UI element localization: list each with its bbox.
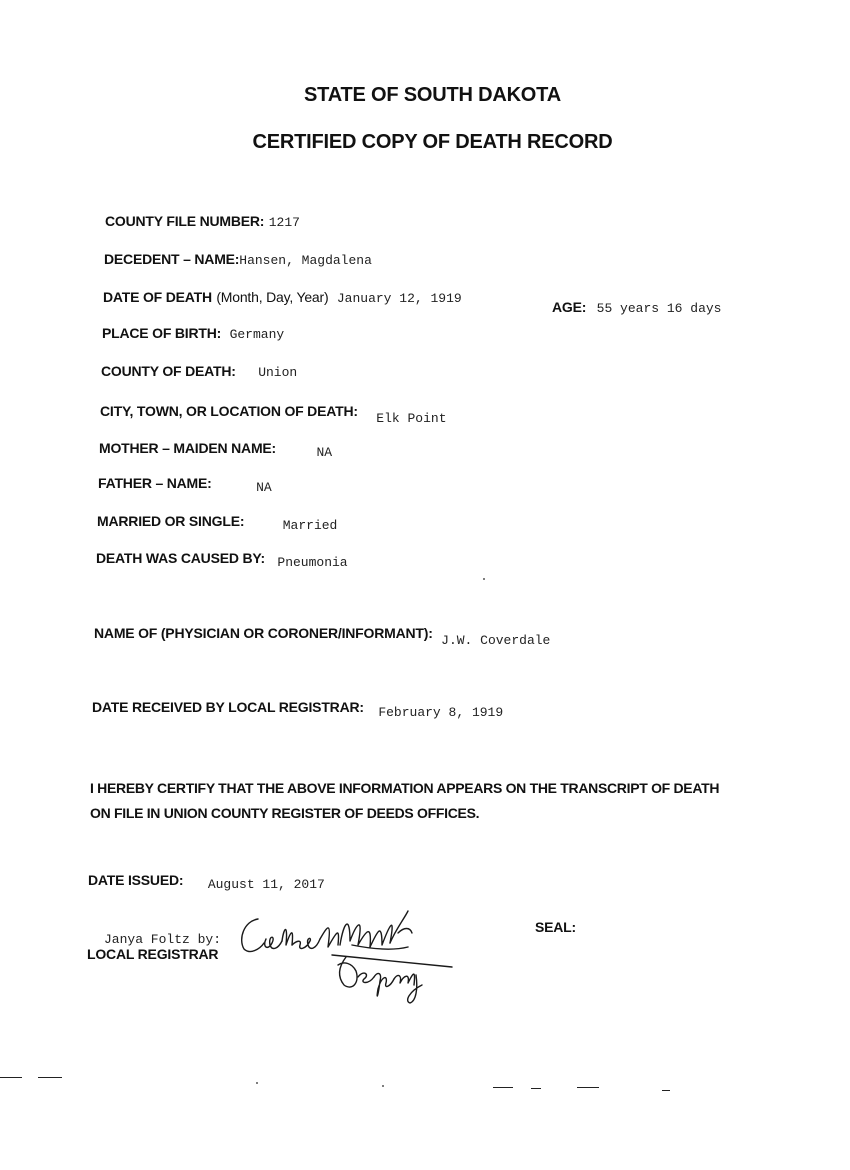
field-value: Hansen, Magdalena [239,253,372,268]
field-label: MOTHER – MAIDEN NAME: [99,440,277,456]
scan-speck [382,1085,384,1087]
field-value: Germany [229,327,285,342]
page-title-state: STATE OF SOUTH DAKOTA [304,84,561,106]
scan-mark [0,1077,22,1078]
field-father-name [98,475,272,493]
certification-line: ON FILE IN UNION COUNTY REGISTER OF DEEDS OFFICES. [90,805,480,821]
field-label: DATE RECEIVED BY LOCAL REGISTRAR: [92,699,364,715]
field-married-or-single [97,513,337,531]
field-mother-maiden-name [99,440,332,458]
field-label: FATHER – NAME: [98,475,212,491]
registrar-title: LOCAL REGISTRAR [87,946,219,962]
registrar-typed-name: Janya Foltz by: [104,932,222,947]
field-date-received [92,699,504,720]
field-age [552,299,721,317]
field-label: PLACE OF BIRTH: [102,325,222,341]
field-label: DATE OF DEATH [103,289,212,305]
page-title-record: CERTIFIED COPY OF DEATH RECORD [252,131,613,153]
registrar-signature [232,905,462,1005]
field-label: DATE ISSUED: [88,872,184,888]
field-label: DECEDENT – NAME: [104,251,240,267]
field-value: J.W. Coverdale [441,633,551,648]
field-value: Elk Point [376,411,447,426]
field-label: CITY, TOWN, OR LOCATION OF DEATH: [100,403,358,419]
field-value: Pneumonia [277,555,348,570]
field-label: NAME OF (PHYSICIAN OR CORONER/INFORMANT): [94,625,433,641]
field-label: COUNTY FILE NUMBER: [105,213,265,229]
field-decedent-name [104,251,372,269]
field-value: August 11, 2017 [207,877,325,892]
seal-label: SEAL: [535,919,577,935]
scan-mark [38,1077,62,1078]
scan-mark [493,1087,513,1088]
field-county-of-death [101,363,297,381]
field-value: Union [258,365,298,380]
field-label: DEATH WAS CAUSED BY: [96,550,265,566]
field-value: NA [316,445,333,460]
scan-mark [662,1090,670,1091]
field-place-of-birth [102,325,284,343]
field-cause-of-death [96,550,348,568]
scan-mark [531,1088,541,1089]
field-value: Married [282,518,338,533]
field-value: NA [256,480,272,495]
certification-statement [90,776,740,826]
field-value: 1217 [268,215,300,230]
certification-line: I HEREBY CERTIFY THAT THE ABOVE INFORMATION APPEARS ON THE TRANSCRIPT OF DEATH [90,780,720,796]
field-label: MARRIED OR SINGLE: [97,513,245,529]
scan-mark [577,1087,599,1088]
field-value: February 8, 1919 [378,705,504,720]
field-label: AGE: [552,299,587,315]
field-label: COUNTY OF DEATH: [101,363,236,379]
field-value: January 12, 1919 [336,291,462,306]
scan-speck [483,578,485,580]
field-city-of-death [100,403,447,426]
field-physician-informant [94,625,551,648]
field-county-file-number [105,213,300,231]
field-value: 55 years 16 days [596,301,722,316]
date-issued [88,872,325,890]
field-label-note: (Month, Day, Year) [216,289,329,305]
field-date-of-death [103,289,462,307]
scan-speck [256,1082,258,1084]
